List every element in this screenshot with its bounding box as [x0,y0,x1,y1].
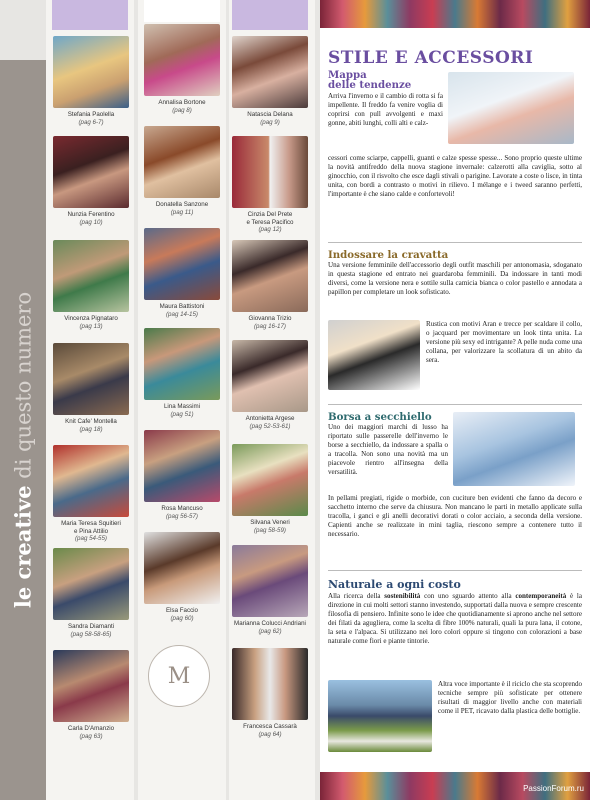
creative-name: Carla D'Amanzio [67,725,115,732]
creative-card [232,340,308,430]
creative-card [53,36,129,126]
creative-card [232,545,308,635]
creative-photo [53,240,129,312]
sheep-solar-photo [328,680,432,752]
creative-photo [232,444,308,516]
creative-card [232,240,308,330]
creative-photo [144,532,220,604]
divider [328,570,582,571]
creative-name: Lina Massimi [163,403,201,410]
creative-card [144,228,220,318]
creative-page: (pag 12) [258,226,282,233]
creative-name: Donatella Sanzone [155,201,209,208]
purple-header-block [52,0,128,30]
creative-photo [53,36,129,108]
creative-card [53,650,129,740]
creative-name: Natascia Delana [247,111,293,118]
creative-name: Silvana Veneri [250,519,290,526]
creative-page: (pag 63) [79,732,103,740]
section-mappa-text-b: cessori come sciarpe, cappelli, guanti e calze spesse spesse... Sono proprio queste ultime la novità antifreddo della nuova stagione invernale: calzerotti alla caviglia, sotto al ginocchio, con il risvolto che esce dagli stivali o parigine. Lavorate a coste o lisce, in tinta unita, con bordi a contrasto o motivi in rilievo. I mélange e i tweed saranno perfetti, l'importante è che siano calde e confortevoli! [328,154,582,198]
creative-name: Elsa Faccio [166,607,198,614]
creative-name: Maura Battistoni [159,303,205,310]
creative-name: Marianna Colucci Andriani [234,620,306,627]
section-mappa-text-a: Arriva l'inverno e il cambio di rotta si fa impellente. Il freddo fa venire voglia di coprirsi con pull avvolgenti e maxi gonne, abiti lunghi, colli alti e calz- [328,92,443,127]
creative-card [53,136,129,226]
section-cravatta-title: Indossare la cravatta [328,249,449,261]
creative-card [232,444,308,534]
creative-page: (pag 14-15) [166,310,198,318]
creative-card [53,445,129,543]
creative-card [53,240,129,330]
creative-photo [53,343,129,415]
creative-photo [232,136,308,208]
creative-page: (pag 64) [258,730,282,738]
creative-photo [53,136,129,208]
creative-photo [232,340,308,412]
creative-name: Nunzia Ferentino [67,211,115,218]
creative-page: (pag 51) [170,410,194,418]
creative-name: Sandra Diamanti [67,623,115,630]
creative-card [144,430,220,520]
watermark: PassionForum.ru [523,784,584,793]
divider [328,404,582,405]
creative-name: Francesca Cassarà [243,723,297,730]
creative-page: (pag 60) [170,614,194,622]
creative-page: (pag 10) [79,218,103,226]
article-title: STILE E ACCESSORI [328,48,534,68]
creative-name: Stefania Paolella [67,111,115,118]
creative-page: (pag 54-55) [75,535,107,542]
creative-page: (pag 58-59) [254,526,286,534]
purple-header-block [232,0,308,30]
creative-photo [144,328,220,400]
creative-photo [144,430,220,502]
creative-card [144,24,220,114]
white-header-block [144,0,220,22]
creative-photo [232,648,308,720]
creative-page: (pag 56-57) [166,512,198,520]
section-borsa-text-a: Uno dei maggiori marchi di lusso ha riportato sulle passerelle dell'inverno le borse a secchiello, da indossare a spalla o a tracolla. Non sono una novità ma un piacevole rientro all'insegna della versatilità. [328,423,448,476]
creative-page: (pag 16-17) [254,322,286,330]
creative-name: Giovanna Trizio [248,315,292,322]
magazine-logo-seal [148,645,210,707]
creative-page: (pag 13) [79,322,103,330]
creative-name: Knit Cafe' Montella [65,418,117,425]
creative-name: Cinzia Del Prete e Teresa Pacifico [246,211,294,226]
section-naturale-text-a: Alla ricerca della sostenibilità con uno sguardo attento alla contemporaneità è la direzione in cui molti settori stanno investendo, supportati dalla nuova e sempre crescente filosofia di pensiero. Infinite sono le idee che quotidianamente si aprono anche nel settore dei filati da agugliera, come la scelta di fibre 100% naturali, quali la pura lana, il cotone, la seta e l'alpaca. Si utilizzano nei loro colori oppure si tingono con colorazioni a base naturale come fiori e piante tintorie. [328,592,582,645]
creative-card [144,328,220,418]
creative-name: Vincenza Pignataro [64,315,118,322]
yarn-header-image [320,0,590,28]
creative-card [144,126,220,216]
creative-page: (pag 18) [79,425,103,433]
creative-photo [232,36,308,108]
creative-photo [144,24,220,96]
divider [328,242,582,243]
creative-page: (pag 9) [260,118,280,126]
logo-letter: M [167,663,191,689]
creative-name: Rosa Mancuso [161,505,203,512]
creative-page: (pag 6-7) [78,118,104,126]
creative-card [232,136,308,234]
creative-page: (pag 62) [258,627,282,635]
tie-photo [328,320,420,390]
creative-photo [53,548,129,620]
section-vertical-title: le creative di questo numero [10,291,36,609]
article-page [320,0,590,800]
creative-name: Maria Teresa Squitieri e Pina Attilio [61,520,121,535]
vertical-title-strip [0,60,46,800]
creative-page: (pag 8) [172,106,192,114]
creative-photo [144,126,220,198]
creative-name: Antonietta Argese [245,415,295,422]
creative-card [53,343,129,433]
section-naturale-title: Naturale a ogni costo [328,578,461,591]
creative-page: (pag 58-58-65) [70,630,112,638]
creative-photo [232,240,308,312]
creative-photo [53,650,129,722]
creative-page: (pag 11) [170,208,194,216]
section-borsa-title: Borsa a secchiello [328,411,432,423]
section-mappa-title: Mappa delle tendenze [328,69,412,91]
creative-name: Annalisa Bortone [158,99,206,106]
section-cravatta-text-a: Una versione femminile dell'accessorio degli outfit maschili per antonomasia, sdoganato in questa stagione ed entrato nei guardaroba femminili. Da indossare in tanti modi diversi, come la versione nera e sottile sulla camicia bianca o color pastello e annodata a papillon per completare un look sofisticato. [328,261,582,296]
creative-card [53,548,129,638]
creative-page: (pag 52-53-61) [249,422,291,430]
creative-card [232,648,308,738]
socks-photo [448,72,574,144]
creative-card [232,36,308,126]
creative-card [144,532,220,622]
bucket-bag-photo [453,412,575,486]
section-borsa-text-b: In pellami pregiati, rigide o morbide, con cuciture ben evidenti che fanno da decoro e sacchetto interno che serve da chiusura. Non mancano le parti in metallo applicate sulla tracolla, i ganci e gli anelli decorativi dorati o color acciaio, a seconda della versione. Capienti anche se realizzate in mini taglia, riescono sempre a contenere tutto il necessario. [328,494,582,538]
section-cravatta-text-b: Rustica con motivi Aran e trecce per scaldare il collo, o jacquard per movimentare un look tinta unita. La versione più sexy ed intrigante? A pelle nuda come una collana, per valorizzare la scollatura di un abito da sera. [426,320,582,364]
creative-photo [232,545,308,617]
section-naturale-text-b: Altra voce importante è il riciclo che sta scoprendo tecniche sempre più sofisticate per ottenere risultati di maggior livello anche con materiali come il PET, ricavato dalla plastica delle bottiglie. [438,680,583,715]
creative-photo [53,445,129,517]
creative-photo [144,228,220,300]
